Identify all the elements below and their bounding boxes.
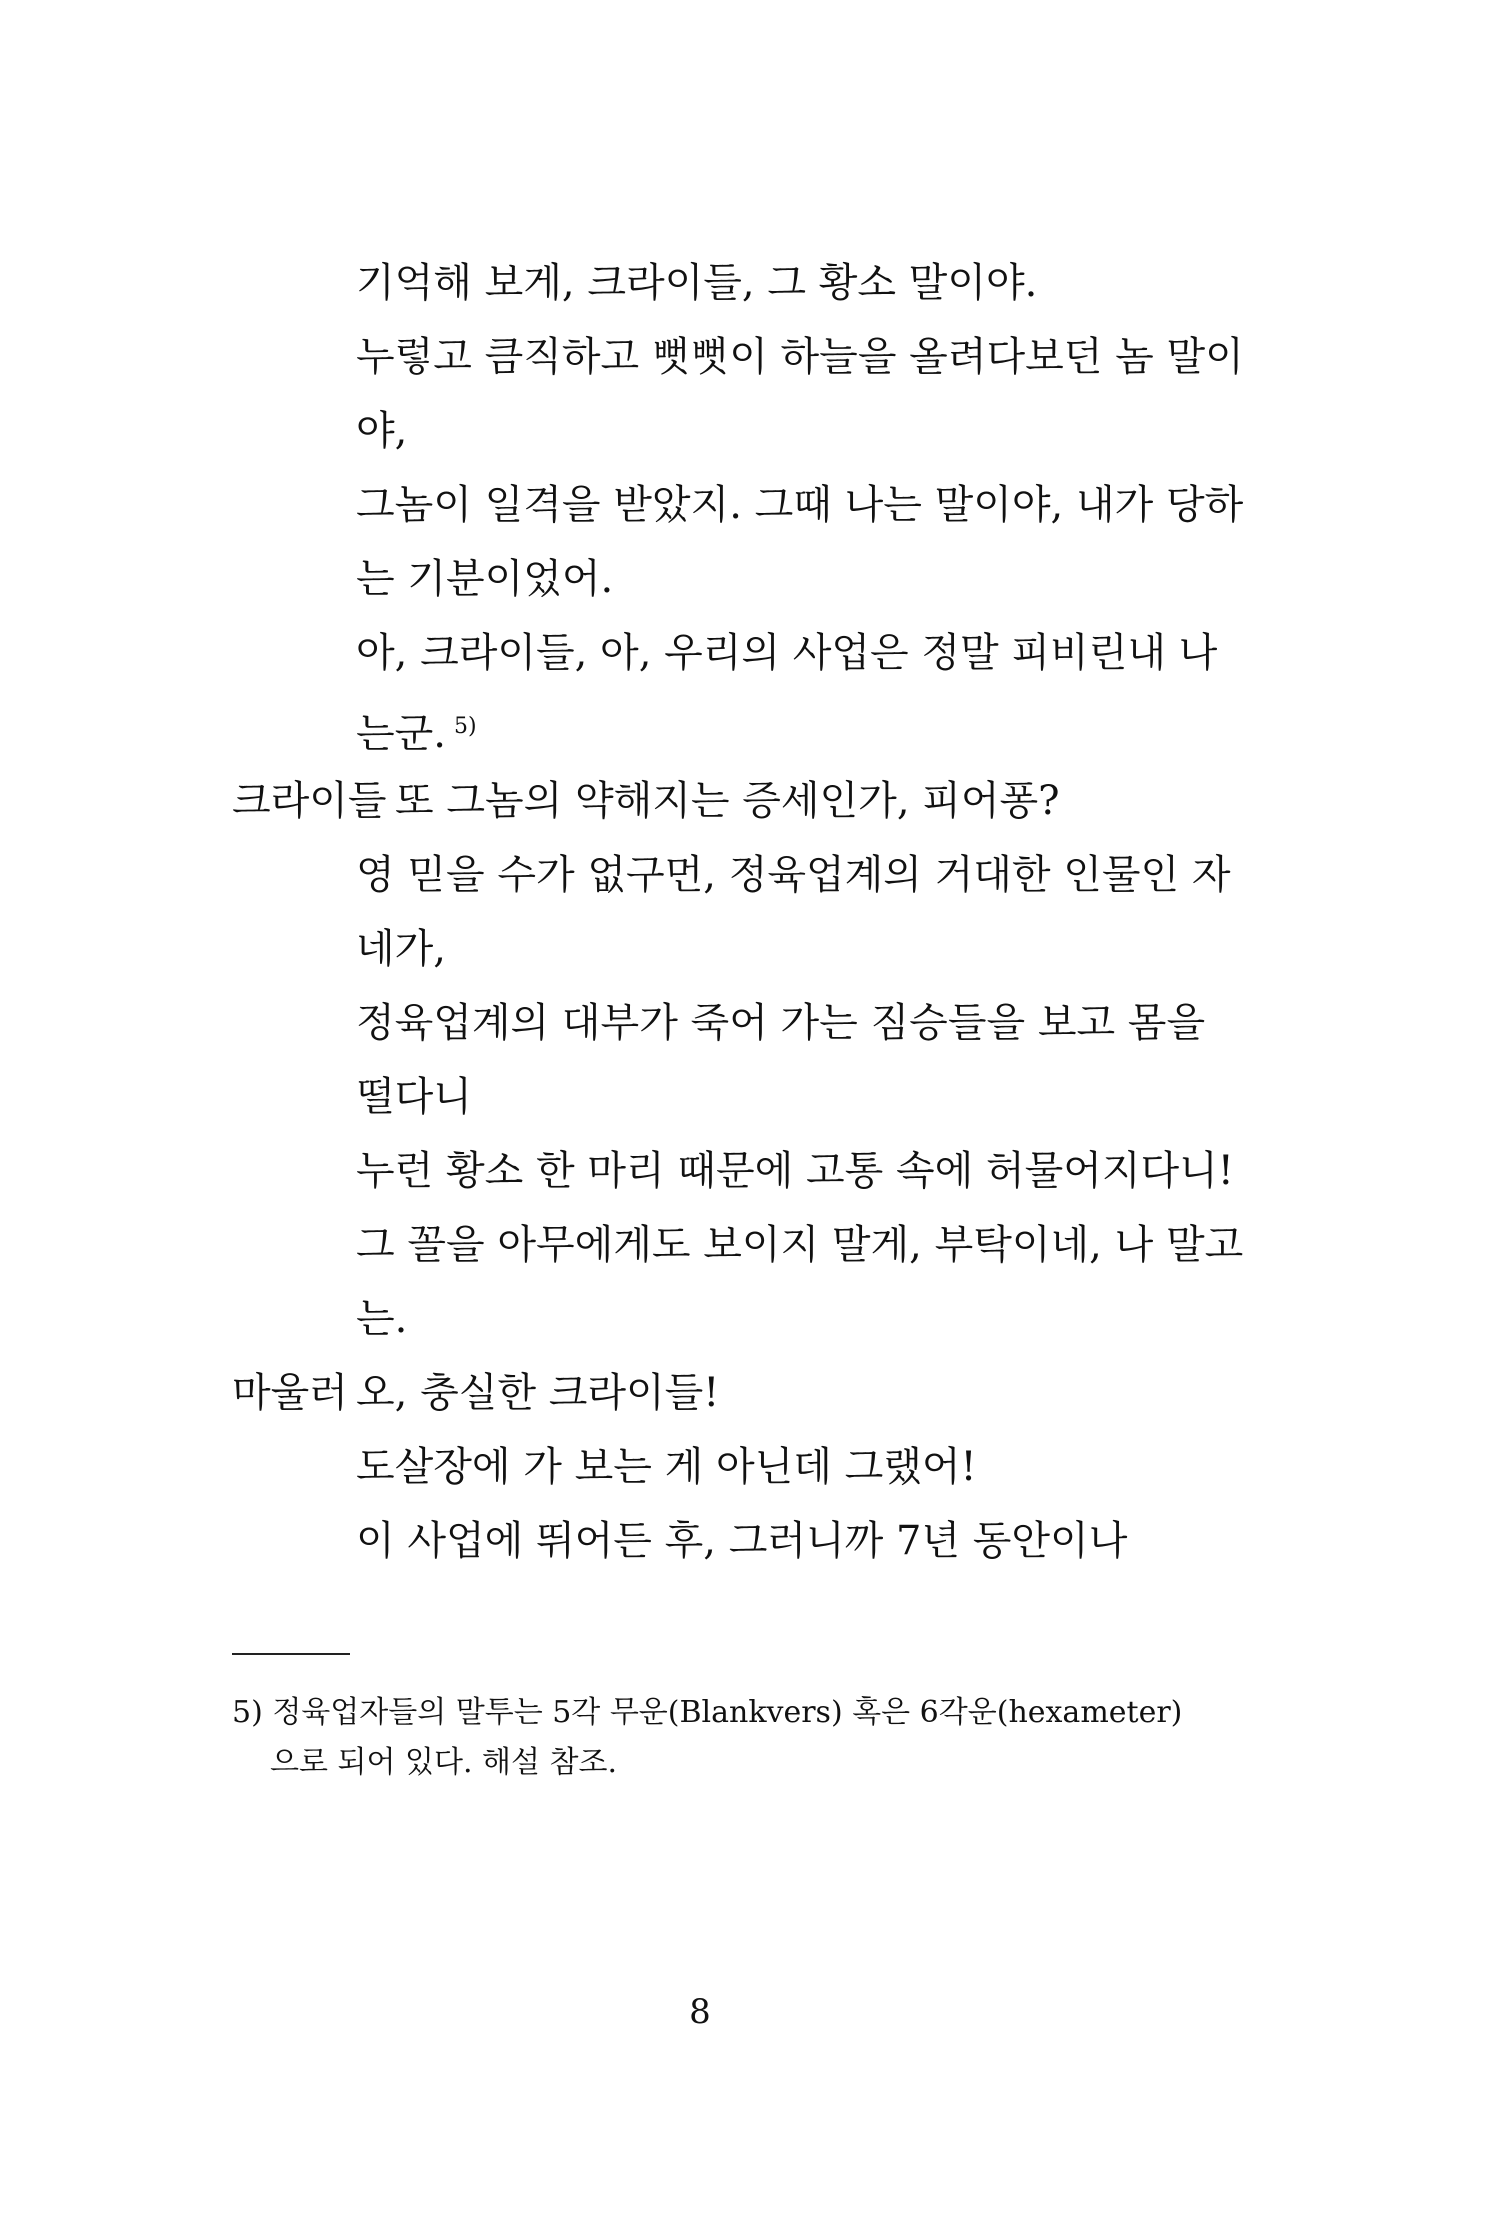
verse-line: 아, 크라이들, 아, 우리의 사업은 정말 피비린내 나	[356, 630, 1218, 676]
verse-line: 누런 황소 한 마리 때문에 고통 속에 허물어지다니!	[356, 1148, 1234, 1194]
verse-line: 는.	[356, 1296, 408, 1342]
footnote-divider	[232, 1653, 350, 1655]
footnote-line: 5) 정육업자들의 말투는 5각 무운(Blankvers) 혹은 6각운(hexameter)	[232, 1695, 1183, 1730]
verse-line: 그 꼴을 아무에게도 보이지 말게, 부탁이네, 나 말고	[356, 1222, 1244, 1268]
verse-line: 또 그놈의 약해지는 증세인가, 피어퐁?	[395, 778, 1060, 824]
verse-line: 영 믿을 수가 없구먼, 정육업계의 거대한 인물인 자	[356, 852, 1231, 898]
speaker-name: 크라이들	[232, 778, 387, 824]
verse-line: 네가,	[356, 926, 446, 972]
verse-line: 그놈이 일격을 받았지. 그때 나는 말이야, 내가 당하	[356, 482, 1244, 528]
verse-line: 떨다니	[356, 1074, 472, 1120]
verse-line: 오, 충실한 크라이들!	[356, 1370, 720, 1416]
verse-line: 야,	[356, 408, 408, 454]
verse-line: 누렇고 큼직하고 뻣뻣이 하늘을 올려다보던 놈 말이	[356, 334, 1244, 380]
speaker-name: 마울러	[232, 1370, 348, 1416]
page-number: 8	[689, 1992, 711, 2032]
verse-line: 도살장에 가 보는 게 아닌데 그랬어!	[356, 1444, 977, 1490]
verse-line: 정육업계의 대부가 죽어 가는 짐승들을 보고 몸을	[356, 1000, 1206, 1046]
verse-line: 는 기분이었어.	[356, 556, 614, 602]
verse-line	[356, 699, 477, 762]
verse-line: 이 사업에 뛰어든 후, 그러니까 7년 동안이나	[356, 1518, 1128, 1564]
verse-line: 기억해 보게, 크라이들, 그 황소 말이야.	[356, 260, 1038, 306]
footnote-line: 으로 되어 있다. 해설 참조.	[270, 1745, 618, 1780]
verse-text: 는군.	[356, 711, 446, 757]
footnote-reference: 5)	[454, 714, 477, 739]
